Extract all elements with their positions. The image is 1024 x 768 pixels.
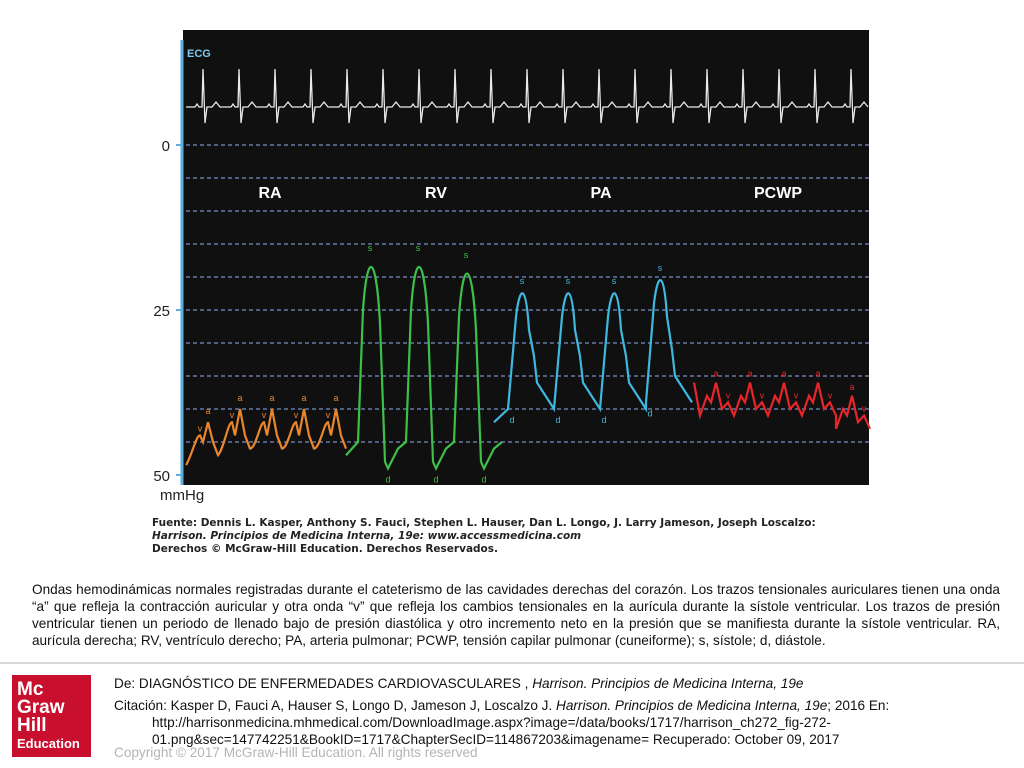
pa-d-mark-0: d: [509, 415, 515, 425]
ra-v-mark-4: v: [325, 410, 331, 421]
y-tick-label-0: 50: [153, 468, 170, 485]
ra-a-mark-4: a: [333, 393, 339, 403]
rv-d-mark-0: d: [385, 474, 391, 485]
pa-s-mark-3: s: [657, 263, 663, 273]
pcwp-v-mark-4: v: [861, 403, 867, 414]
chamber-label-ra: RA: [258, 185, 282, 202]
rv-s-mark-0: s: [367, 243, 373, 254]
chamber-label-pcwp: PCWP: [754, 185, 802, 202]
de-prefix: De: DIAGNÓSTICO DE ENFERMEDADES CARDIOVASCULARES ,: [114, 676, 533, 691]
pcwp-a-mark-2: a: [781, 368, 787, 379]
y-tick-label-25: 25: [153, 303, 170, 320]
figure-source: [152, 517, 816, 556]
pcwp-v-mark-1: v: [759, 390, 765, 401]
pa-s-mark-2: s: [611, 276, 617, 287]
chamber-label-pa: PA: [590, 185, 612, 202]
pa-s-mark-0: s: [519, 276, 525, 287]
ra-a-mark-2: a: [269, 393, 275, 403]
y-ticks: [153, 138, 183, 485]
citation-url-1[interactable]: http://harrisonmedicina.mhmedical.com/DownloadImage.aspx?image=/data/books/1717/harrison_ch272_fig-272-: [152, 715, 831, 730]
pcwp-a-mark-3: a: [815, 368, 821, 379]
unit-label: mmHg: [160, 487, 205, 504]
citation-book: Harrison. Principios de Medicina Interna, 19e: [556, 698, 828, 713]
citation-url-2[interactable]: 01.png&sec=147742251&BookID=1717&ChapterSecID=114867203&imagename= Recuperado: October 09, 2017: [152, 732, 840, 747]
pcwp-a-mark-4: a: [849, 381, 855, 392]
logo-mc: Mc: [17, 679, 44, 700]
ra-v-mark-3: v: [293, 410, 299, 421]
ecg-label: ECG: [187, 48, 211, 60]
pa-d-mark-3: d: [647, 408, 653, 419]
ecg-panel: [183, 30, 869, 131]
rv-d-mark-2: d: [481, 474, 487, 485]
pcwp-v-mark-3: v: [827, 390, 833, 401]
citation-line: [114, 697, 889, 714]
source-line-1: Fuente: Dennis L. Kasper, Anthony S. Fauci, Stephen L. Hauser, Dan L. Longo, J. Larry Jameson, Joseph Loscalzo:: [152, 517, 816, 529]
logo-education: Education: [17, 736, 80, 751]
ra-v-mark-2: v: [261, 410, 267, 421]
pcwp-v-mark-0: v: [725, 390, 731, 401]
citation-suffix: ; 2016 En:: [827, 698, 890, 713]
ra-a-mark-0: a: [205, 406, 211, 417]
y-tick-label-50: 0: [161, 138, 170, 155]
pcwp-v-mark-2: v: [793, 390, 799, 401]
chamber-label-rv: RV: [425, 185, 447, 202]
ra-a-mark-3: a: [301, 393, 307, 403]
pcwp-a-mark-1: a: [747, 368, 753, 379]
pcwp-a-mark-0: a: [713, 368, 719, 379]
ra-v-mark-0: v: [197, 423, 203, 434]
mcgraw-hill-logo: [12, 675, 91, 757]
source-line-3: Derechos © McGraw-Hill Education. Derechos Reservados.: [152, 543, 498, 555]
citation-prefix: Citación: Kasper D, Fauci A, Hauser S, Longo D, Jameson J, Loscalzo J.: [114, 698, 557, 713]
ra-v-mark-1: v: [229, 410, 235, 421]
copyright: Copyright © 2017 McGraw-Hill Education. All rights reserved: [114, 745, 478, 760]
rv-s-mark-2: s: [463, 249, 469, 260]
rv-s-mark-1: s: [415, 243, 421, 254]
rv-d-mark-1: d: [433, 474, 439, 485]
de-book: Harrison. Principios de Medicina Interna, 19e: [532, 676, 804, 691]
pa-d-mark-1: d: [555, 415, 561, 425]
logo-graw: Graw: [17, 697, 65, 718]
source-line-2: Harrison. Principios de Medicina Interna, 19e: www.accessmedicina.com: [152, 530, 582, 542]
de-line: [114, 675, 803, 692]
pa-d-mark-2: d: [601, 415, 607, 425]
ra-a-mark-1: a: [237, 393, 243, 403]
figure-caption: Ondas hemodinámicas normales registradas durante el cateterismo de las cavidades derechas del corazón. Los trazos tensionales auriculares tienen una onda “a” que refleja la contracción auricular y otra onda “v” que refleja los cambios tensionales en la aurícula durante la sístole ventricular. Los trazos de presión ventricular tienen un periodo de llenado bajo de presión diastólica y otro incremento neto en la presión que se manifiesta durante la sístole ventricular. RA, aurícula derecha; RV, ventrículo derecho; PA, arteria pulmonar; PCWP, tensión capilar pulmonar (cuneiforme); s, sístole; d, diástole.: [32, 582, 1000, 648]
separator: [0, 662, 1024, 664]
logo-hill: Hill: [17, 715, 47, 736]
pa-s-mark-1: s: [565, 276, 571, 287]
